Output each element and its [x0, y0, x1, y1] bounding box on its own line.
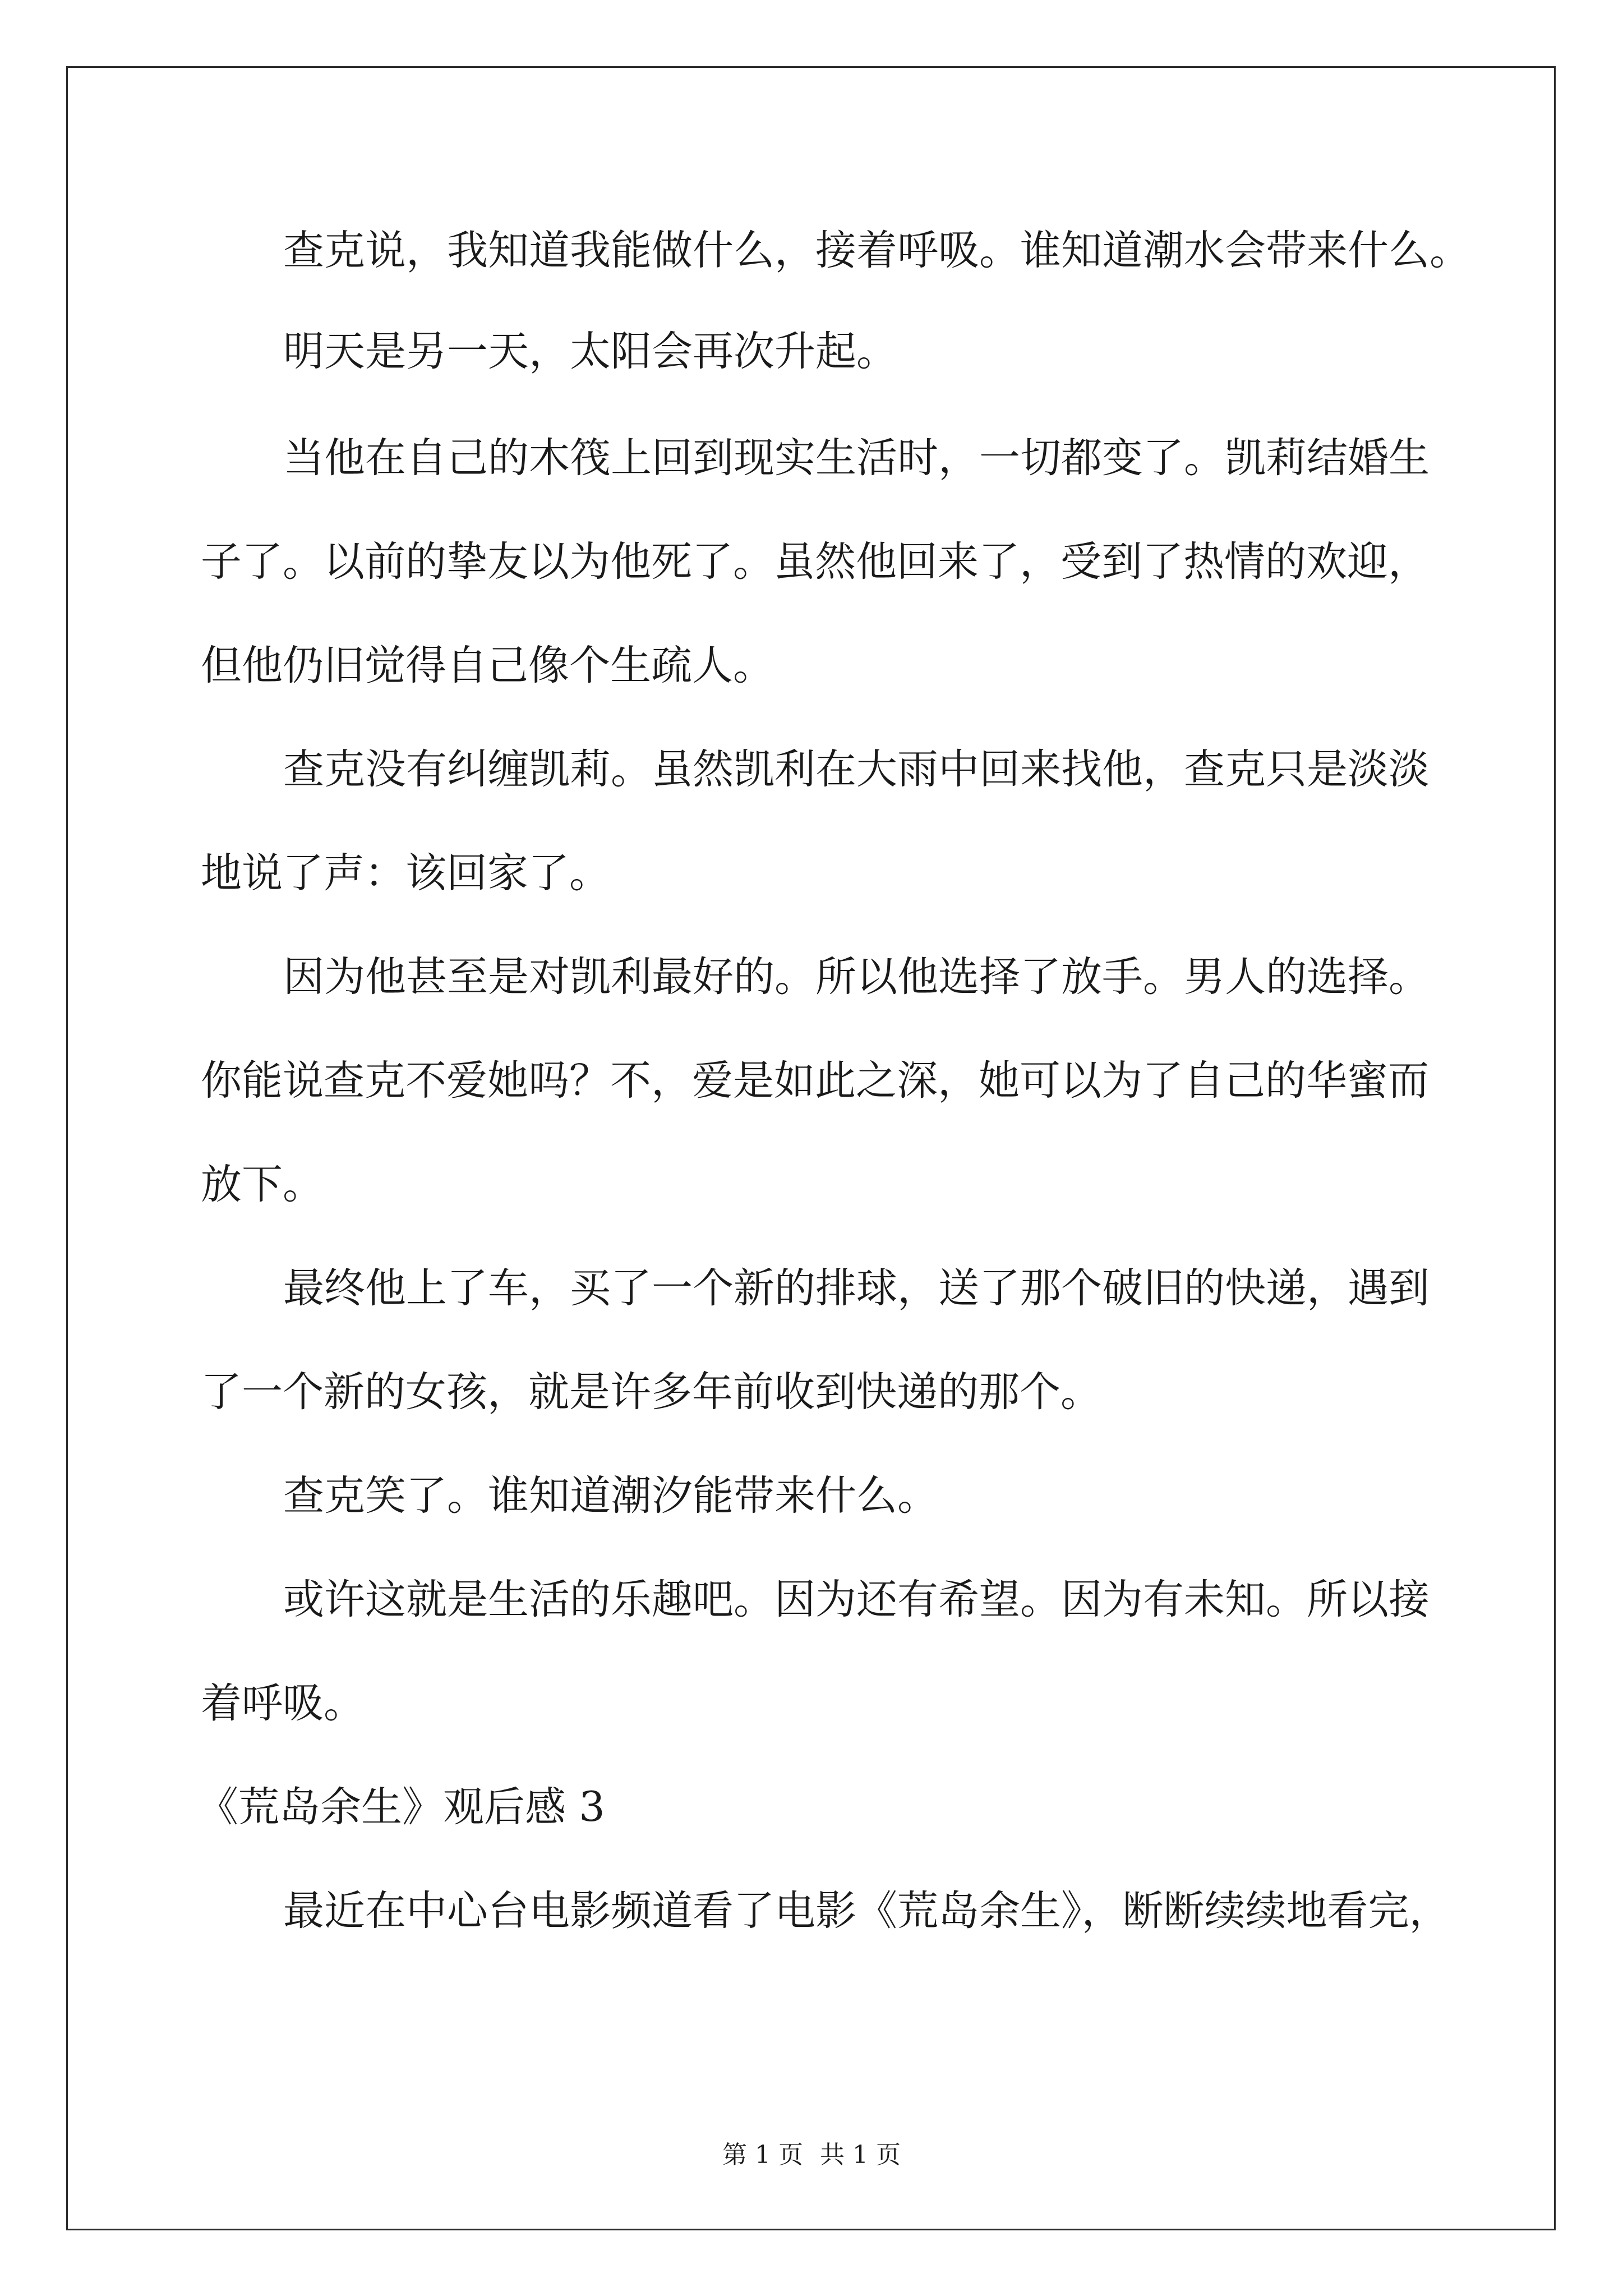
- paragraph-9-line-1: 最近在中心台电影频道看了电影《荒岛余生》，断断续续地看完，: [283, 1887, 1450, 1935]
- page-total: 共 1 页: [820, 2141, 901, 2169]
- paragraph-3-line-1: 当他在自己的木筏上回到现实生活时，一切都变了。凯莉结婚生: [283, 434, 1430, 482]
- paragraph-2-line-1: 明天是另一天，太阳会再次升起。: [283, 328, 897, 375]
- paragraph-5-line-3: 放下。: [201, 1161, 324, 1208]
- paragraph-6-line-2: 了一个新的女孩，就是许多年前收到快递的那个。: [201, 1368, 1101, 1416]
- paragraph-3-line-3: 但他仍旧觉得自己像个生疏人。: [201, 642, 774, 689]
- paragraph-4-line-1: 查克没有纠缠凯莉。虽然凯利在大雨中回来找他，查克只是淡淡: [283, 746, 1430, 793]
- paragraph-6-line-1: 最终他上了车，买了一个新的排球，送了那个破旧的快递，遇到: [283, 1264, 1430, 1312]
- paragraph-5-line-2: 你能说查克不爱她吗？不，爱是如此之深，她可以为了自己的华蜜而: [201, 1057, 1429, 1105]
- section-heading: 《荒岛余生》观后感 3: [197, 1783, 605, 1831]
- paragraph-3-line-2: 子了。以前的挚友以为他死了。虽然他回来了，受到了热情的欢迎，: [201, 538, 1429, 586]
- document-body: [197, 0, 1470, 2019]
- paragraph-4-line-2: 地说了声：该回家了。: [201, 849, 610, 897]
- paragraph-7-line-1: 查克笑了。谁知道潮汐能带来什么。: [283, 1472, 938, 1520]
- paragraph-5-line-1: 因为他甚至是对凯利最好的。所以他选择了放手。男人的选择。: [283, 953, 1430, 1001]
- paragraph-8-line-1: 或许这就是生活的乐趣吧。因为还有希望。因为有未知。所以接: [283, 1576, 1430, 1623]
- page-number: 第 1 页: [722, 2141, 803, 2169]
- page-footer: [0, 2134, 1623, 2170]
- paragraph-1-line-1: 查克说，我知道我能做什么，接着呼吸。谁知道潮水会带来什么。: [283, 227, 1470, 274]
- paragraph-8-line-2: 着呼吸。: [201, 1680, 365, 1727]
